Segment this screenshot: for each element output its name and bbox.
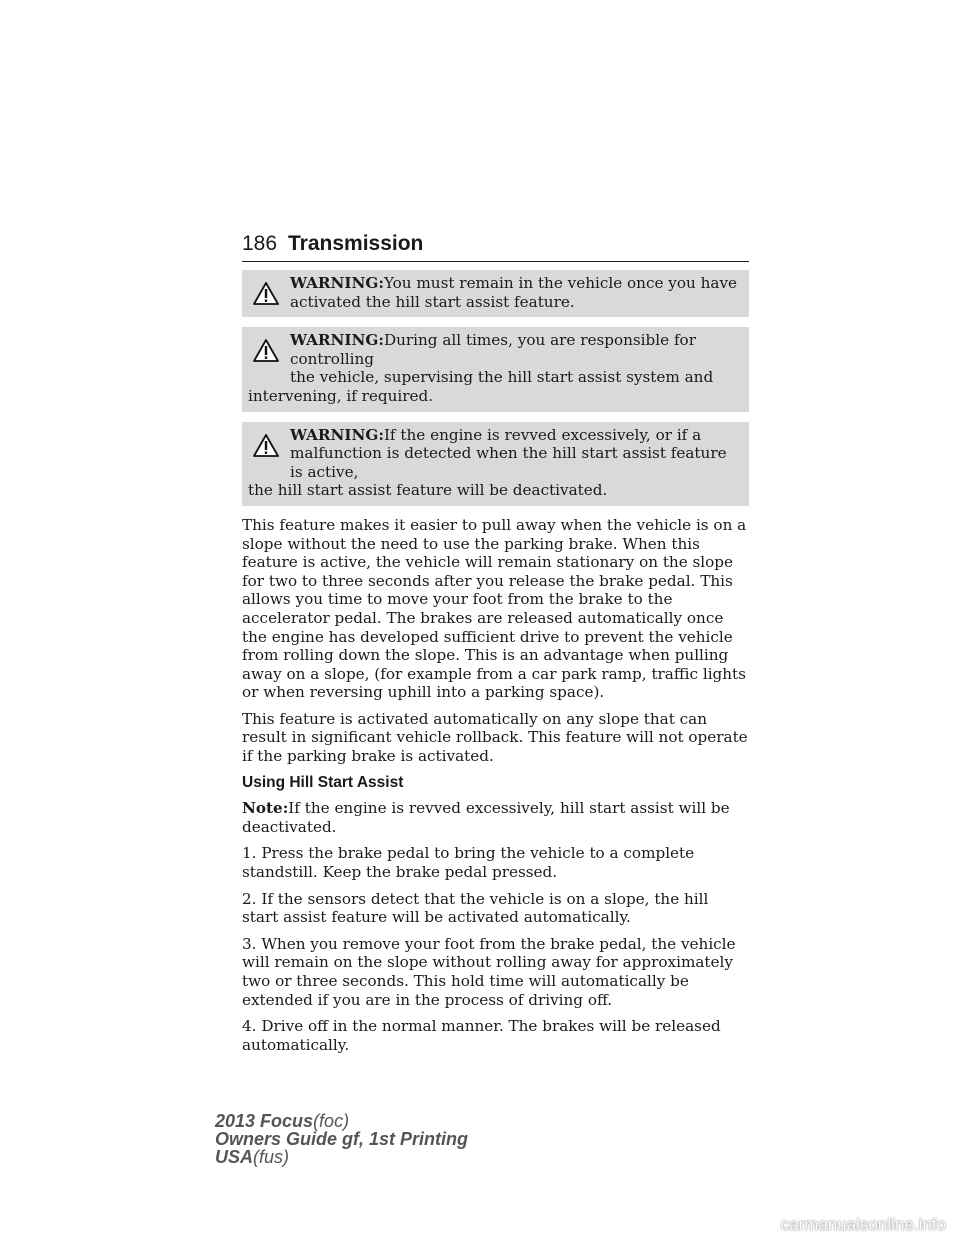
note bbox=[242, 799, 749, 836]
footer-model: 2013 Focus bbox=[215, 1111, 314, 1131]
warning-line: the hill start assist feature will be deactivated. bbox=[248, 481, 608, 500]
warning-line: activated the hill start assist feature. bbox=[290, 292, 575, 311]
warning-line: malfunction is detected when the hill start assist feature is active, bbox=[290, 444, 727, 481]
watermark: carmanualsonline.info bbox=[780, 1215, 946, 1234]
step-item: 3. When you remove your foot from the brake pedal, the vehicle will remain on the slope without rolling away for approximately two or three seconds. This hold time will automatically be extended if you are in the process of driving off. bbox=[242, 934, 736, 1009]
page-footer bbox=[215, 1112, 468, 1166]
footer-line: Owners Guide gf, 1st Printing bbox=[215, 1129, 469, 1149]
page-number: 186 bbox=[242, 232, 278, 255]
footer-code: (fus) bbox=[253, 1147, 290, 1167]
page-content bbox=[242, 270, 749, 1062]
footer-line bbox=[215, 1148, 468, 1166]
warning-box-3 bbox=[242, 422, 749, 506]
note-label: Note: bbox=[242, 799, 289, 818]
warning-text bbox=[242, 426, 743, 482]
warning-label: WARNING: bbox=[290, 274, 384, 292]
warning-line: If the engine is revved excessively, or if a bbox=[383, 425, 702, 444]
body-paragraph: This feature is activated automatically on any slope that can result in significant vehicle rollback. This feature will not operate if the parking brake is activated. bbox=[242, 709, 748, 766]
footer-code: (foc) bbox=[313, 1111, 350, 1131]
warning-line: intervening, if required. bbox=[248, 386, 434, 405]
note-text: If the engine is revved excessively, hill start assist will be deactivated. bbox=[242, 799, 730, 836]
warning-box-2 bbox=[242, 327, 749, 411]
footer-market: USA bbox=[215, 1147, 254, 1167]
body-paragraph: This feature makes it easier to pull away when the vehicle is on a slope without the need to use the parking brake. When this feature is active, the vehicle will remain stationary on the slope for two to three seconds after you release the brake pedal. This allows you time to move your foot from the brake to the accelerator pedal. The brakes are released automatically once the engine has developed sufficient drive to prevent the vehicle from rolling down the slope. This is an advantage when pulling away on a slope, (for example from a car park ramp, traffic lights or when reversing uphill into a parking space). bbox=[242, 515, 747, 702]
footer-line bbox=[215, 1112, 468, 1130]
warning-text bbox=[242, 331, 743, 387]
section-title: Transmission bbox=[288, 232, 424, 255]
warning-triangle-icon bbox=[252, 281, 280, 306]
warning-triangle-icon bbox=[252, 338, 280, 363]
step-item: 1. Press the brake pedal to bring the vehicle to a complete standstill. Keep the brake pedal pressed. bbox=[242, 844, 695, 882]
warning-line: the vehicle, supervising the hill start assist system and bbox=[290, 368, 714, 387]
warning-text bbox=[290, 274, 743, 311]
page-header bbox=[242, 231, 749, 262]
warning-box-1 bbox=[242, 270, 749, 317]
warning-line: You must remain in the vehicle once you have bbox=[383, 274, 738, 292]
subheading: Using Hill Start Assist bbox=[242, 773, 404, 791]
warning-label: WARNING: bbox=[290, 425, 384, 444]
warning-line: During all times, you are responsible for controlling bbox=[290, 331, 696, 368]
warning-triangle-icon bbox=[252, 433, 280, 458]
step-item: 4. Drive off in the normal manner. The brakes will be released automatically. bbox=[242, 1017, 721, 1054]
step-item: 2. If the sensors detect that the vehicle is on a slope, the hill start assist feature will be activated automatically. bbox=[242, 889, 709, 927]
warning-label: WARNING: bbox=[290, 331, 384, 350]
